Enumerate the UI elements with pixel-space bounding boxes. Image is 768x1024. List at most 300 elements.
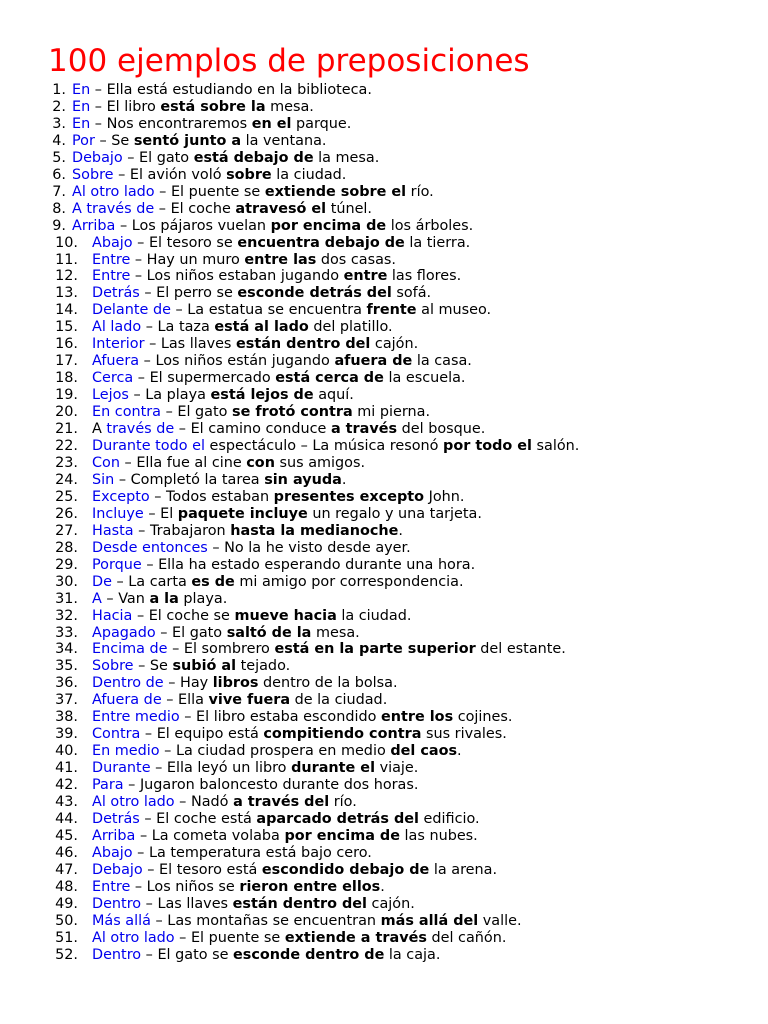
bold-phrase: extiende sobre el xyxy=(264,183,407,200)
item-number: 17. xyxy=(55,353,78,370)
list-item xyxy=(48,692,768,709)
list-item xyxy=(48,285,768,302)
item-text xyxy=(92,862,497,879)
preposition-term: Incluye xyxy=(92,505,144,522)
plain-text: – El gato xyxy=(155,624,227,641)
item-number: 51. xyxy=(55,929,78,946)
item-number: 33. xyxy=(55,624,78,641)
item-text xyxy=(92,319,393,336)
preposition-term: Entre xyxy=(92,268,131,285)
bold-phrase: a la xyxy=(149,590,179,607)
bold-phrase: esconde dentro de xyxy=(233,946,385,963)
preposition-term: En xyxy=(72,98,91,115)
list-item xyxy=(48,82,768,99)
item-number: 46. xyxy=(55,844,78,861)
item-number: 16. xyxy=(55,336,78,353)
preposition-term: Porque xyxy=(92,556,142,573)
plain-text: – El gato xyxy=(122,149,194,166)
bold-phrase: está sobre la xyxy=(160,98,266,115)
preposition-term: Hasta xyxy=(92,522,134,539)
bold-phrase: más allá del xyxy=(380,912,479,929)
preposition-term: Durante todo el xyxy=(92,438,205,455)
bold-phrase: está lejos de xyxy=(210,387,314,404)
plain-text: – Trabajaron xyxy=(133,522,231,539)
bold-phrase: aparcado detrás del xyxy=(256,810,419,827)
item-number: 49. xyxy=(55,895,78,912)
list-item xyxy=(48,235,768,252)
item-number: 27. xyxy=(55,522,78,539)
plain-text: – Nos encontraremos xyxy=(90,115,252,132)
bold-phrase: del caos xyxy=(390,743,458,760)
plain-text: la ciudad. xyxy=(271,166,347,183)
plain-text: – Ella ha estado esperando durante una hora. xyxy=(141,556,476,573)
plain-text: – La estatua se encuentra xyxy=(170,302,367,319)
plain-text: – Las montañas se encuentran xyxy=(150,912,381,929)
bold-phrase: entre xyxy=(343,268,388,285)
preposition-term: Delante de xyxy=(92,302,171,319)
preposition-term: Al otro lado xyxy=(92,794,175,811)
item-number: 15. xyxy=(55,319,78,336)
list-item xyxy=(48,218,768,235)
bold-phrase: por encima de xyxy=(284,827,400,844)
item-number: 11. xyxy=(55,251,78,268)
item-number: 9. xyxy=(52,217,66,234)
list-item xyxy=(48,336,768,353)
item-number: 21. xyxy=(55,421,78,438)
item-number: 18. xyxy=(55,370,78,387)
plain-text: – El coche xyxy=(154,200,236,217)
item-text xyxy=(72,218,473,235)
preposition-term: Entre xyxy=(92,878,131,895)
preposition-term: Sobre xyxy=(92,658,134,675)
bold-phrase: saltó de la xyxy=(226,624,312,641)
item-text xyxy=(72,116,351,133)
preposition-term: A xyxy=(92,590,102,607)
plain-text: sus rivales. xyxy=(421,726,507,743)
preposition-term: Dentro xyxy=(92,895,142,912)
item-text xyxy=(92,438,579,455)
plain-text: túnel. xyxy=(326,200,373,217)
list-item xyxy=(48,438,768,455)
bold-phrase: durante el xyxy=(291,760,376,777)
item-text xyxy=(92,489,464,506)
list-item xyxy=(48,506,768,523)
item-number: 48. xyxy=(55,878,78,895)
preposition-term: Abajo xyxy=(92,844,133,861)
item-text xyxy=(92,336,418,353)
page-title: 100 ejemplos de preposiciones xyxy=(48,43,530,79)
item-text xyxy=(72,167,346,184)
item-number: 42. xyxy=(55,777,78,794)
bold-phrase: a través xyxy=(330,421,398,438)
preposition-term: Hacia xyxy=(92,607,133,624)
plain-text: – El sombrero xyxy=(167,641,275,658)
item-text xyxy=(92,387,354,404)
list-item xyxy=(48,150,768,167)
item-number: 19. xyxy=(55,387,78,404)
item-text xyxy=(92,760,418,777)
plain-text: – No la he visto desde ayer. xyxy=(207,539,411,556)
plain-text: – El camino conduce xyxy=(174,421,331,438)
list-item xyxy=(48,370,768,387)
item-number: 47. xyxy=(55,861,78,878)
preposition-term: Afuera xyxy=(92,353,140,370)
preposition-term: Al otro lado xyxy=(72,183,155,200)
item-text xyxy=(72,99,314,116)
plain-text: la arena. xyxy=(429,861,498,878)
plain-text: la escuela. xyxy=(383,370,466,387)
bold-phrase: extiende a través xyxy=(284,929,427,946)
plain-text: – Completó la tarea xyxy=(114,471,265,488)
bold-phrase: sin ayuda xyxy=(264,471,342,488)
plain-text: – Ella xyxy=(161,692,209,709)
item-text xyxy=(92,472,346,489)
bold-phrase: se frotó contra xyxy=(232,404,353,421)
plain-text: viaje. xyxy=(375,760,419,777)
item-text xyxy=(92,845,372,862)
item-text xyxy=(92,506,482,523)
item-text xyxy=(72,150,379,167)
item-number: 22. xyxy=(55,438,78,455)
bold-phrase: por encima de xyxy=(270,217,387,234)
preposition-term: Entre xyxy=(92,251,131,268)
list-item xyxy=(48,99,768,116)
preposition-term: Debajo xyxy=(92,861,143,878)
list-item xyxy=(48,540,768,557)
plain-text: – Las llaves xyxy=(144,336,237,353)
plain-text: – Los niños estaban jugando xyxy=(130,268,344,285)
item-number: 52. xyxy=(55,946,78,963)
plain-text: – Los niños están jugando xyxy=(139,353,335,370)
item-number: 12. xyxy=(55,268,78,285)
list-item xyxy=(48,489,768,506)
plain-text: – Nadó xyxy=(174,794,234,811)
preposition-term: Desde entonces xyxy=(92,539,208,556)
list-item xyxy=(48,201,768,218)
plain-text: al museo. xyxy=(416,302,492,319)
item-text xyxy=(92,692,387,709)
item-text xyxy=(92,896,415,913)
bold-phrase: hasta la medianoche xyxy=(230,522,399,539)
plain-text: – El perro se xyxy=(139,285,238,302)
item-number: 31. xyxy=(55,590,78,607)
preposition-term: En xyxy=(72,115,91,132)
list-item xyxy=(48,268,768,285)
item-text xyxy=(92,557,475,574)
plain-text: los árboles. xyxy=(386,217,474,234)
bold-phrase: sentó junto a xyxy=(133,132,242,149)
item-text xyxy=(92,591,227,608)
item-number: 50. xyxy=(55,912,78,929)
plain-text: mesa. xyxy=(311,624,360,641)
bold-phrase: encuentra debajo de xyxy=(237,234,405,251)
preposition-term: Lejos xyxy=(92,387,129,404)
list-item xyxy=(48,641,768,658)
item-number: 7. xyxy=(52,183,66,200)
plain-text: cajón. xyxy=(366,895,415,912)
item-number: 10. xyxy=(55,234,78,251)
item-text xyxy=(92,726,507,743)
plain-text: edificio. xyxy=(418,810,480,827)
preposition-term: En medio xyxy=(92,743,160,760)
item-text xyxy=(72,133,327,150)
plain-text: – El libro estaba escondido xyxy=(179,709,381,726)
plain-text: la ventana. xyxy=(241,132,327,149)
item-text xyxy=(92,930,506,947)
plain-text: del platillo. xyxy=(308,319,393,336)
preposition-term: Más allá xyxy=(92,912,151,929)
plain-text: sus amigos. xyxy=(274,454,366,471)
list-item xyxy=(48,896,768,913)
plain-text: – La playa xyxy=(128,387,211,404)
list-item xyxy=(48,302,768,319)
preposition-term: Apagado xyxy=(92,624,156,641)
bold-phrase: rieron entre ellos xyxy=(239,878,381,895)
plain-text: de la ciudad. xyxy=(290,692,388,709)
plain-text: – El puente se xyxy=(154,183,265,200)
plain-text: mi pierna. xyxy=(352,404,431,421)
item-number: 36. xyxy=(55,675,78,692)
item-text xyxy=(92,641,566,658)
item-number: 6. xyxy=(52,166,66,183)
plain-text: – La ciudad prospera en medio xyxy=(159,743,391,760)
bold-phrase: con xyxy=(246,454,275,471)
plain-text: dos casas. xyxy=(316,251,397,268)
item-text xyxy=(92,455,365,472)
bold-phrase: atravesó el xyxy=(235,200,327,217)
bold-phrase: están dentro del xyxy=(232,895,367,912)
list-item xyxy=(48,133,768,150)
plain-text: río. xyxy=(329,794,357,811)
list-item xyxy=(48,574,768,591)
preposition-term: través de xyxy=(106,421,175,438)
preposition-term: Arriba xyxy=(72,217,116,234)
item-number: 39. xyxy=(55,726,78,743)
plain-text: – Jugaron baloncesto durante dos horas. xyxy=(123,777,419,794)
plain-text: valle. xyxy=(478,912,522,929)
item-text xyxy=(92,268,461,285)
plain-text: – El xyxy=(143,505,178,522)
item-text xyxy=(92,947,440,964)
preposition-term: A través de xyxy=(72,200,155,217)
item-text xyxy=(92,625,360,642)
plain-text: la tierra. xyxy=(404,234,471,251)
plain-text: . xyxy=(341,471,347,488)
plain-text: – El libro xyxy=(90,98,161,115)
item-number: 43. xyxy=(55,794,78,811)
item-number: 44. xyxy=(55,810,78,827)
item-text xyxy=(92,302,491,319)
list-item xyxy=(48,387,768,404)
list-item xyxy=(48,167,768,184)
plain-text: cajón. xyxy=(370,336,419,353)
bold-phrase: subió al xyxy=(172,658,237,675)
list-item xyxy=(48,947,768,964)
item-number: 8. xyxy=(52,200,66,217)
item-number: 4. xyxy=(52,132,66,149)
list-item xyxy=(48,777,768,794)
plain-text: río. xyxy=(406,183,434,200)
item-text xyxy=(92,811,480,828)
preposition-term: Abajo xyxy=(92,234,133,251)
bold-phrase: es de xyxy=(191,573,235,590)
preposition-term: Dentro de xyxy=(92,675,164,692)
bold-phrase: están dentro del xyxy=(236,336,371,353)
list-item xyxy=(48,557,768,574)
preposition-term: En contra xyxy=(92,404,162,421)
preposition-term: Durante xyxy=(92,760,151,777)
item-number: 1. xyxy=(52,82,66,98)
bold-phrase: está debajo de xyxy=(193,149,314,166)
plain-text: John. xyxy=(424,488,465,505)
plain-text: . xyxy=(398,522,403,539)
list-item xyxy=(48,353,768,370)
bold-phrase: libros xyxy=(212,675,259,692)
list-item xyxy=(48,658,768,675)
preposition-term: De xyxy=(92,573,112,590)
item-number: 45. xyxy=(55,827,78,844)
plain-text: – Las llaves xyxy=(141,895,233,912)
preposition-term: Al lado xyxy=(92,319,142,336)
plain-text: – Ella fue al cine xyxy=(119,454,247,471)
plain-text: – El equipo está xyxy=(140,726,264,743)
preposition-term: Con xyxy=(92,454,120,471)
item-text xyxy=(92,404,430,421)
bold-phrase: está cerca de xyxy=(275,370,384,387)
plain-text: aquí. xyxy=(313,387,354,404)
item-text xyxy=(92,709,512,726)
list-item xyxy=(48,675,768,692)
list-item xyxy=(48,913,768,930)
plain-text: – La taza xyxy=(141,319,215,336)
plain-text: A xyxy=(92,421,107,438)
preposition-term: Por xyxy=(72,132,95,149)
plain-text: las flores. xyxy=(387,268,462,285)
list-item xyxy=(48,421,768,438)
item-text xyxy=(92,777,418,794)
item-text xyxy=(92,235,470,252)
examples-list xyxy=(48,82,768,964)
plain-text: – El avión voló xyxy=(113,166,227,183)
item-text xyxy=(92,794,357,811)
list-item xyxy=(48,862,768,879)
item-number: 14. xyxy=(55,302,78,319)
item-number: 41. xyxy=(55,760,78,777)
preposition-term: Cerca xyxy=(92,370,134,387)
bold-phrase: entre las xyxy=(244,251,317,268)
item-number: 40. xyxy=(55,743,78,760)
item-text xyxy=(92,743,462,760)
item-number: 26. xyxy=(55,505,78,522)
preposition-term: Entre medio xyxy=(92,709,180,726)
plain-text: cojines. xyxy=(453,709,513,726)
bold-phrase: presentes excepto xyxy=(273,488,425,505)
item-text xyxy=(92,421,485,438)
plain-text: – El tesoro se xyxy=(132,234,238,251)
plain-text: – El puente se xyxy=(174,929,285,946)
bold-phrase: está al lado xyxy=(214,319,309,336)
plain-text: – El gato xyxy=(161,404,232,421)
preposition-term: Sin xyxy=(92,471,115,488)
plain-text: – El supermercado xyxy=(133,370,276,387)
preposition-term: Afuera de xyxy=(92,692,162,709)
preposition-term: Detrás xyxy=(92,285,140,302)
plain-text: – El gato se xyxy=(141,946,234,963)
plain-text: – El tesoro está xyxy=(142,861,262,878)
item-number: 5. xyxy=(52,149,66,166)
plain-text: dentro de la bolsa. xyxy=(258,675,398,692)
bold-phrase: esconde detrás del xyxy=(237,285,392,302)
list-item xyxy=(48,608,768,625)
plain-text: del cañón. xyxy=(426,929,507,946)
preposition-term: Sobre xyxy=(72,166,114,183)
preposition-term: Encima de xyxy=(92,641,168,658)
plain-text: – Se xyxy=(94,132,134,149)
item-text xyxy=(92,574,464,591)
list-item xyxy=(48,879,768,896)
list-item xyxy=(48,709,768,726)
plain-text: – Todos estaban xyxy=(149,488,274,505)
item-text xyxy=(92,370,465,387)
plain-text: . xyxy=(457,743,462,760)
list-item xyxy=(48,455,768,472)
bold-phrase: vive fuera xyxy=(208,692,291,709)
preposition-term: Excepto xyxy=(92,488,150,505)
bold-phrase: frente xyxy=(366,302,417,319)
item-number: 38. xyxy=(55,709,78,726)
plain-text: parque. xyxy=(291,115,352,132)
plain-text: del estante. xyxy=(475,641,566,658)
list-item xyxy=(48,811,768,828)
list-item xyxy=(48,252,768,269)
plain-text: – La cometa volaba xyxy=(135,827,285,844)
list-item xyxy=(48,404,768,421)
list-item xyxy=(48,591,768,608)
item-number: 2. xyxy=(52,98,66,115)
item-text xyxy=(92,879,385,896)
item-number: 25. xyxy=(55,488,78,505)
bold-phrase: paquete incluye xyxy=(177,505,308,522)
list-item xyxy=(48,472,768,489)
plain-text: – Ella leyó un libro xyxy=(150,760,292,777)
item-number: 28. xyxy=(55,539,78,556)
list-item xyxy=(48,726,768,743)
item-text xyxy=(92,540,411,557)
plain-text: las nubes. xyxy=(399,827,478,844)
item-text xyxy=(72,201,372,218)
preposition-term: Debajo xyxy=(72,149,123,166)
plain-text: – Ella está estudiando en la biblioteca. xyxy=(90,82,372,98)
item-number: 37. xyxy=(55,692,78,709)
plain-text: – Los pájaros vuelan xyxy=(115,217,271,234)
list-item xyxy=(48,760,768,777)
plain-text: – La carta xyxy=(111,573,192,590)
item-number: 3. xyxy=(52,115,66,132)
plain-text: la ciudad. xyxy=(336,607,412,624)
item-number: 24. xyxy=(55,471,78,488)
preposition-term: Para xyxy=(92,777,124,794)
plain-text: – El coche está xyxy=(139,810,257,827)
item-number: 32. xyxy=(55,607,78,624)
list-item xyxy=(48,116,768,133)
bold-phrase: afuera de xyxy=(334,353,413,370)
plain-text: – La temperatura está bajo cero. xyxy=(132,844,372,861)
plain-text: salón. xyxy=(531,438,580,455)
plain-text: – Los niños se xyxy=(130,878,240,895)
item-text xyxy=(92,608,411,625)
bold-phrase: compitiendo contra xyxy=(263,726,422,743)
list-item xyxy=(48,319,768,336)
